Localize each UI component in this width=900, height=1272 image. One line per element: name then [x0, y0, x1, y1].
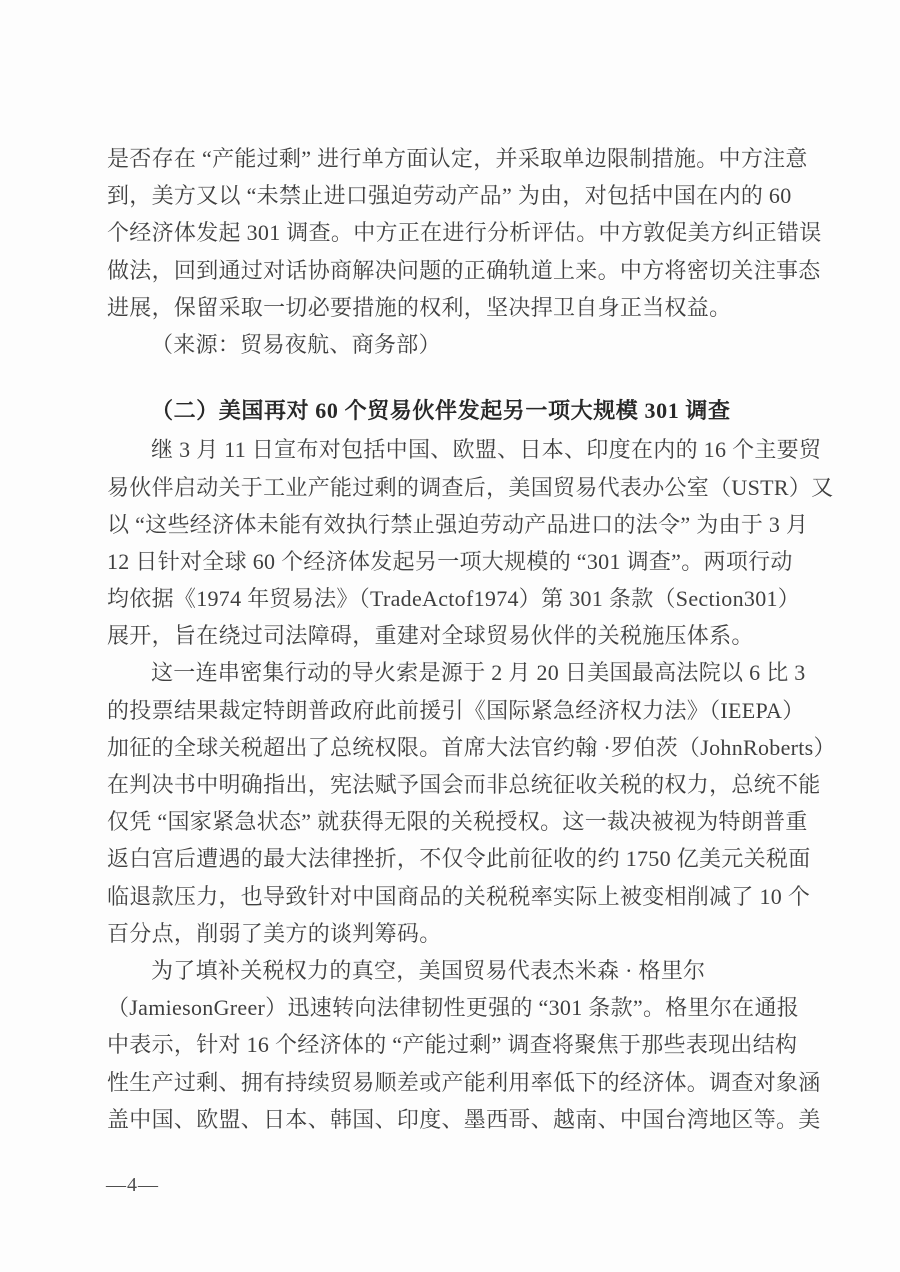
text-line: 均依据《1974 年贸易法》（TradeActof1974）第 301 条款（Section301）: [107, 586, 801, 612]
text-line: 继 3 月 11 日宣布对包括中国、欧盟、日本、印度在内的 16 个主要贸: [151, 437, 822, 463]
text-line: 盖中国、欧盟、日本、韩国、印度、墨西哥、越南、中国台湾地区等。美: [107, 1106, 821, 1132]
text-line: 到，美方又以 “未禁止进口强迫劳动产品” 为由，对包括中国在内的 60: [107, 183, 792, 209]
text-line: 的投票结果裁定特朗普政府此前援引《国际紧急经济权力法》（IEEPA）: [107, 697, 805, 723]
text-line: 是否存在 “产能过剩” 进行单方面认定，并采取单边限制措施。中方注意: [107, 146, 808, 171]
text-line: 仅凭 “国家紧急状态” 就获得无限的关税授权。这一裁决被视为特朗普重: [107, 809, 808, 835]
text-line: 这一连串密集行动的导火索是源于 2 月 20 日美国最高法院以 6 比 3: [151, 660, 806, 686]
page-number: —4—: [106, 1174, 159, 1196]
paragraph-ustr-action: [107, 431, 834, 654]
text-line: 展开，旨在绕过司法障碍，重建对全球贸易伙伴的关税施压体系。: [107, 623, 754, 649]
source-attribution: [107, 326, 831, 363]
text-line: （JamiesonGreer）迅速转向法律韧性更强的 “301 条款”。格里尔在通报: [107, 995, 800, 1021]
document-body: [107, 140, 836, 1138]
paragraph-continuation: [107, 140, 831, 326]
text-line: 临退款压力，也导致针对中国商品的关税税率实际上被变相削减了 10 个: [107, 883, 811, 909]
text-line: 百分点，削弱了美方的谈判筹码。: [107, 920, 442, 946]
paragraph-greer-investigation: [107, 952, 831, 1138]
paragraph-supreme-court-ruling: [107, 654, 836, 952]
section-heading-text: （二）美国再对 60 个贸易伙伴发起另一项大规模 301 调查: [151, 398, 731, 424]
text-line: 做法，回到通过对话协商解决问题的正确轨道上来。中方将密切关注事态: [107, 257, 821, 283]
text-line: 以 “这些经济体未能有效执行禁止强迫劳动产品进口的法令” 为由于 3 月: [107, 511, 809, 537]
text-line: 个经济体发起 301 调查。中方正在进行分析评估。中方敦促美方纠正错误: [107, 220, 822, 246]
text-line: 12 日针对全球 60 个经济体发起另一项大规模的 “301 调查”。两项行动: [107, 548, 793, 574]
text-line: 进展，保留采取一切必要措施的权利，坚决捍卫自身正当权益。: [107, 294, 732, 320]
text-line: 中表示，针对 16 个经济体的 “产能过剩” 调查将聚焦于那些表现出结构: [107, 1032, 798, 1058]
text-line: 为了填补关税权力的真空，美国贸易代表杰米森 · 格里尔: [151, 957, 706, 983]
text-line: 易伙伴启动关于工业产能过剩的调查后，美国贸易代表办公室（USTR）又: [107, 474, 834, 500]
text-line: （来源：贸易夜航、商务部）: [151, 331, 441, 357]
text-line: 性生产过剩、拥有持续贸易顺差或产能利用率低下的经济体。调查对象涵: [107, 1069, 821, 1095]
text-line: 加征的全球关税超出了总统权限。首席大法官约翰 ·罗伯茨（JohnRoberts）: [107, 734, 836, 760]
text-line: 在判决书中明确指出，宪法赋予国会而非总统征收关税的权力，总统不能: [107, 772, 821, 797]
text-line: 返白宫后遭遇的最大法律挫折，不仅令此前征收的约 1750 亿美元关税面: [107, 846, 811, 872]
section-heading-2: [107, 392, 831, 429]
